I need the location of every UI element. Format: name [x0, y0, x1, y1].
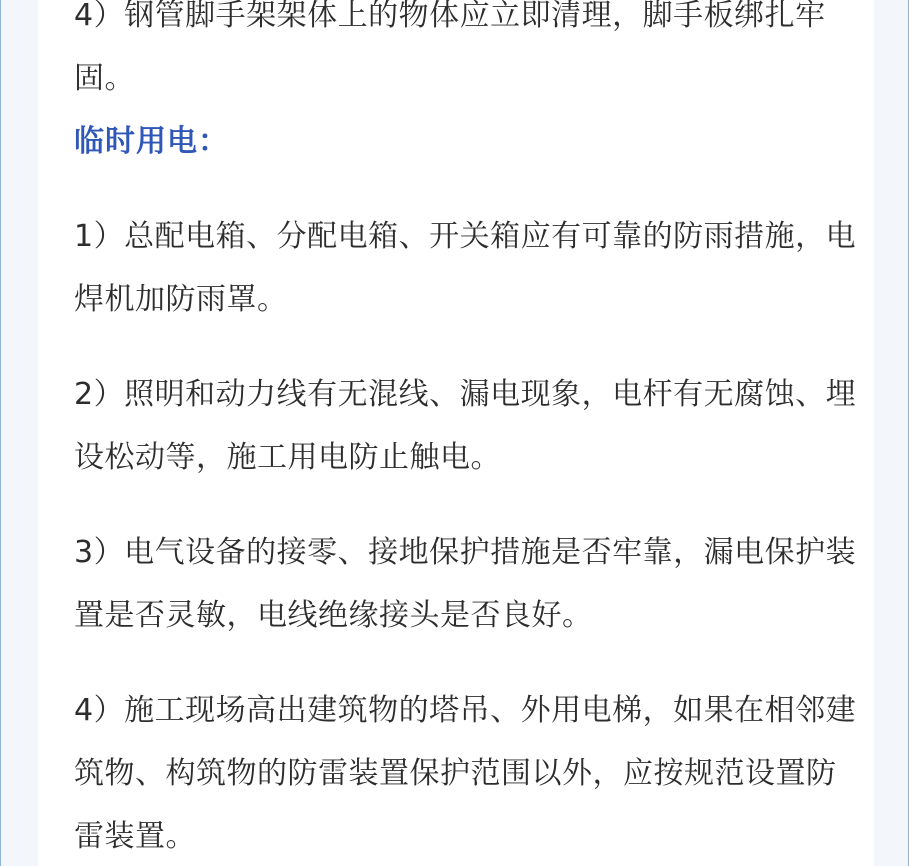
paragraph-item: 1）总配电箱、分配电箱、开关箱应有可靠的防雨措施，电焊机加防雨罩。	[74, 219, 857, 317]
intro-paragraph: 4）钢管脚手架架体上的物体应立即清理，脚手板绑扎牢固。	[74, 0, 826, 96]
left-border-line	[0, 0, 1, 866]
paragraph-item: 4）施工现场高出建筑物的塔吊、外用电梯，如果在相邻建筑物、构筑物的防雷装置保护范围以外，应按规范设置防雷装置。	[74, 693, 857, 854]
paragraph-item: 3）电气设备的接零、接地保护措施是否牢靠，漏电保护装置是否灵敏，电线绝缘接头是否良好。	[74, 535, 857, 633]
article-card	[38, 0, 874, 866]
section-heading: 临时用电：	[74, 124, 229, 159]
paragraph-item: 2）照明和动力线有无混线、漏电现象，电杆有无腐蚀、埋设松动等，施工用电防止触电。	[74, 377, 857, 475]
article-content	[74, 0, 864, 866]
